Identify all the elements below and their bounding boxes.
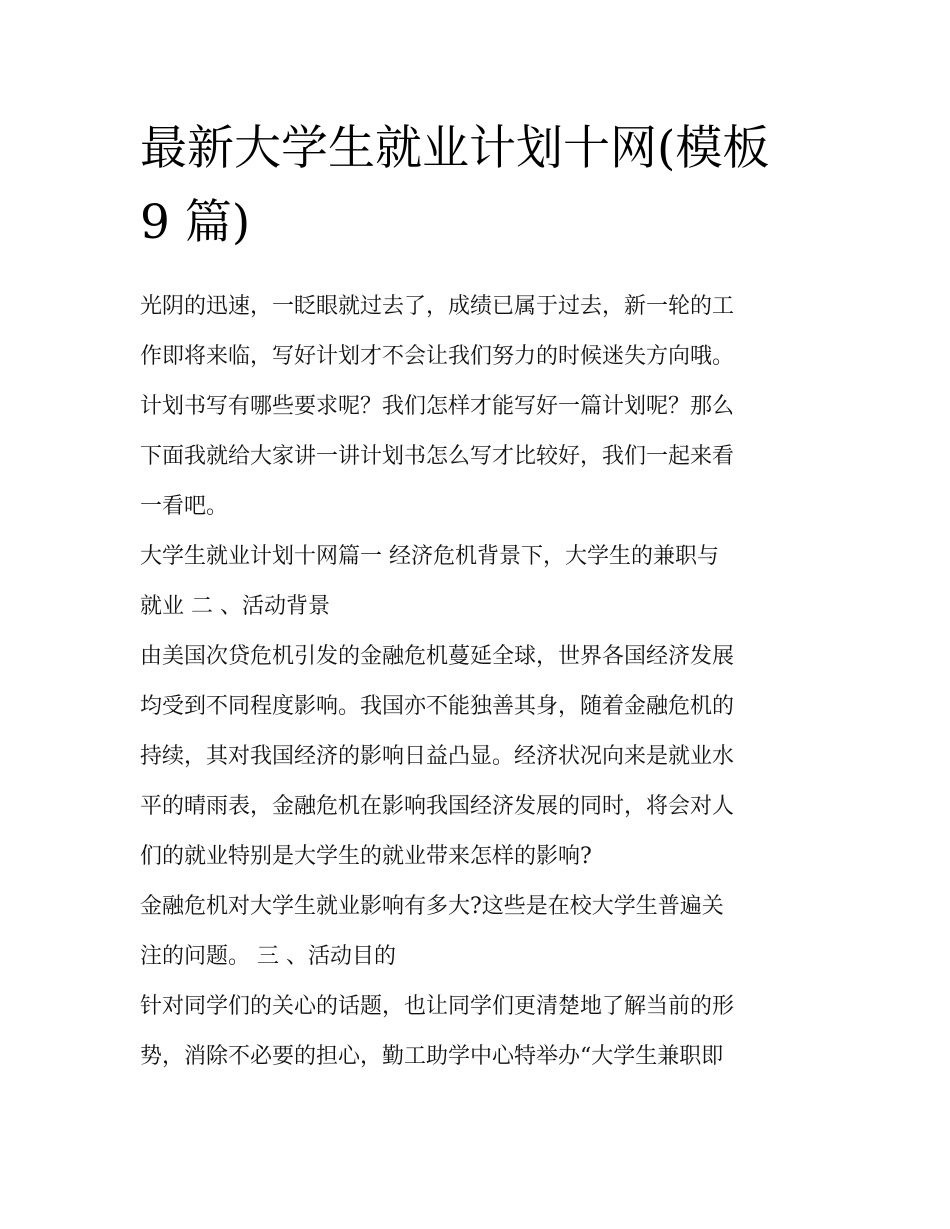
text-line: 平的晴雨表，金融危机在影响我国经济发展的同时，将会对人 bbox=[140, 794, 735, 819]
section-heading-paragraph bbox=[140, 532, 812, 632]
text-line: 一看吧。 bbox=[140, 494, 229, 519]
title-line: 9 篇) bbox=[140, 195, 251, 250]
document-title bbox=[140, 112, 812, 260]
text-line: 光阴的迅速，一眨眼就过去了，成绩已属于过去，新一轮的工 bbox=[140, 294, 735, 319]
text-line: 大学生就业计划十网篇一 经济危机背景下，大学生的兼职与 bbox=[140, 544, 719, 569]
text-line: 针对同学们的关心的话题，也让同学们更清楚地了解当前的形 bbox=[140, 994, 735, 1019]
title-line: 最新大学生就业计划十网(模板 bbox=[140, 121, 770, 176]
text-line: 就业 二 、活动背景 bbox=[140, 594, 330, 619]
text-line: 们的就业特别是大学生的就业带来怎样的影响? bbox=[140, 844, 592, 869]
text-line: 金融危机对大学生就业影响有多大?这些是在校大学生普遍关 bbox=[140, 894, 724, 919]
question-paragraph bbox=[140, 882, 812, 982]
text-line: 计划书写有哪些要求呢？我们怎样才能写好一篇计划呢？那么 bbox=[140, 394, 735, 419]
intro-paragraph bbox=[140, 282, 812, 532]
text-line: 下面我就给大家讲一讲计划书怎么写才比较好，我们一起来看 bbox=[140, 444, 735, 469]
document-body bbox=[140, 282, 812, 1082]
text-line: 注的问题。 三 、活动目的 bbox=[140, 944, 396, 969]
text-line: 持续，其对我国经济的影响日益凸显。经济状况向来是就业水 bbox=[140, 744, 735, 769]
document-content bbox=[140, 112, 812, 1082]
text-line: 作即将来临，写好计划才不会让我们努力的时候迷失方向哦。 bbox=[140, 344, 735, 369]
text-line: 由美国次贷危机引发的金融危机蔓延全球，世界各国经济发展 bbox=[140, 644, 735, 669]
purpose-paragraph bbox=[140, 982, 812, 1082]
text-line: 势，消除不必要的担心，勤工助学中心特举办“大学生兼职即 bbox=[140, 1044, 724, 1069]
text-line: 均受到不同程度影响。我国亦不能独善其身，随着金融危机的 bbox=[140, 694, 735, 719]
background-paragraph bbox=[140, 632, 812, 882]
